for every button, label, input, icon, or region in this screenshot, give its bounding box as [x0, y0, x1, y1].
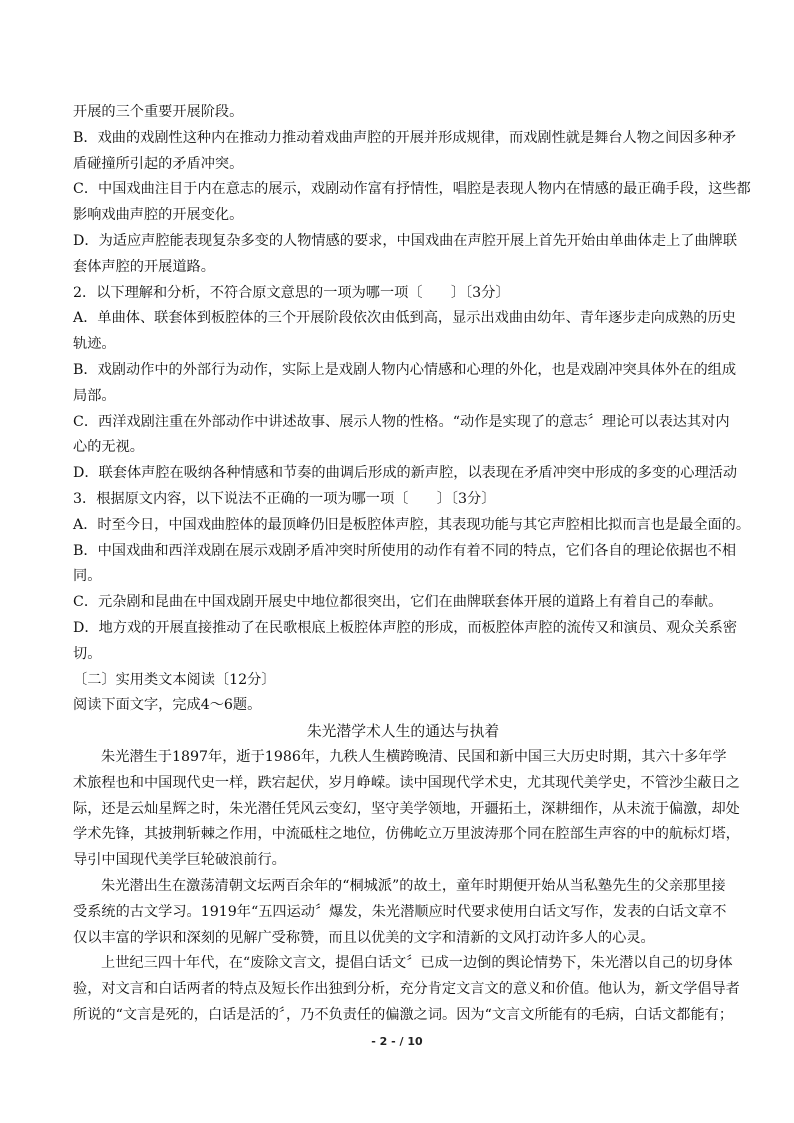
text-line: B．戏剧动作中的外部行为动作，实际上是戏剧人物内心情感和心理的外化，也是戏剧冲突具体外在的组成: [73, 361, 737, 378]
text-line: B．中国戏曲和西洋戏剧在展示戏剧矛盾冲突时所使用的动作有着不同的特点，它们各自的理论依据也不相: [73, 542, 737, 559]
page-number: - 2 - / 10: [371, 1035, 423, 1048]
text-line: 仅以丰富的学识和深刻的见解广受称赞，而且以优美的文字和清新的文风打动许多人的心灵。: [73, 929, 655, 946]
text-line: 影响戏曲声腔的开展变化。: [73, 207, 244, 224]
text-line: C．中国戏曲注目于内在意志的展示，戏剧动作富有抒情性，唱腔是表现人物内在情感的最正确手段，这些都: [73, 181, 751, 198]
text-line: D．地方戏的开展直接推动了在民歌根底上板腔体声腔的形成，而板腔体声腔的流传又和演员、观众关系密: [73, 619, 738, 636]
text-line: 所说的“文言是死的，白话是活的〞，乃不负责任的偏激之词。因为“文言文所能有的毛病，白话文都能有；: [73, 1006, 734, 1023]
text-line: 阅读下面文字，完成4～6题。: [73, 697, 262, 714]
text-line: 受系统的古文学习。1919年“五四运动〞爆发，朱光潜顺应时代要求使用白话文写作，发表的白话文章不: [73, 903, 727, 920]
text-line: 朱光潜出生在激荡清朝文坛两百余年的“桐城派”的故土，童年时期便开始从当私塾先生的父亲那里接: [101, 877, 726, 894]
text-line: 〔二〕实用类文本阅读〔12分〕: [73, 671, 276, 688]
text-line: 盾碰撞所引起的矛盾冲突。: [73, 155, 244, 172]
text-line: 切。: [73, 645, 102, 662]
text-line: 学术先锋，其披荆斩棘之作用，中流砥柱之地位，仿佛屹立万里波涛那个同在腔部生声容的中的航标灯塔，: [73, 826, 740, 843]
article-body: [73, 745, 740, 1029]
text-line: 3．根据原文内容，以下说法不正确的一项为哪一项〔 〕〔3分〕: [73, 490, 496, 507]
text-line: B．戏曲的戏剧性这种内在推动力推动着戏曲声腔的开展并形成规律，而戏剧性就是舞台人物之间因多种矛: [73, 129, 737, 146]
text-line: 局部。: [73, 387, 116, 404]
text-line: 导引中国现代美学巨轮破浪前行。: [73, 852, 286, 869]
text-line: 开展的三个重要开展阶段。: [73, 104, 244, 120]
article-title: 朱光潜学术人生的通达与执着: [306, 723, 500, 741]
text-line: C．西洋戏剧注重在外部动作中讲述故事、展示人物的性格。“动作是实现了的意志〞理论可以表达其对内: [73, 413, 730, 430]
text-line: C．元杂剧和昆曲在中国戏剧开展史中地位都很突出，它们在曲牌联套体开展的道路上有着自己的奉献。: [73, 594, 723, 611]
text-line: 验，对文言和白话两者的特点及短长作出独到分析，充分肯定文言文的意义和价值。他认为，新文学倡导者: [73, 981, 740, 998]
question-section: [73, 100, 751, 719]
text-line: 2．以下理解和分析，不符合原文意思的一项为哪一项〔 〕〔3分〕: [73, 284, 510, 301]
text-line: A．时至今日，中国戏曲腔体的最顶峰仍旧是板腔体声腔，其表现功能与其它声腔相比拟而言也是最全面的。: [73, 516, 751, 533]
text-line: 轨迹。: [73, 336, 116, 353]
text-line: 心的无视。: [73, 439, 144, 456]
text-line: D．联套体声腔在吸纳各种情感和节奏的曲调后形成的新声腔，以表现在矛盾冲突中形成的多变的心理活动: [73, 465, 738, 482]
text-line: 上世纪三四十年代，在“废除文言文，提倡白话文〞已成一边倒的舆论情势下，朱光潜以自己的切身体: [101, 955, 733, 972]
text-line: 朱光潜生于1897年，逝于1986年，九秩人生横跨晚清、民国和新中国三大历史时期，其六十多年学: [101, 748, 727, 765]
text-line: 际，还是云灿星辉之时，朱光潜任凭风云变幻，坚守美学领地，开疆拓土，深耕细作，从未流于偏激，却处: [73, 800, 740, 817]
text-line: A．单曲体、联套体到板腔体的三个开展阶段依次由低到高，显示出戏曲由幼年、青年逐步走向成熟的历史: [73, 310, 736, 327]
text-line: 套体声腔的开展道路。: [73, 258, 215, 275]
text-line: D．为适应声腔能表现复杂多变的人物情感的要求，中国戏曲在声腔开展上首先开始由单曲体走上了曲牌联: [73, 232, 738, 249]
page-content: [73, 100, 751, 1029]
text-line: 术旅程也和中国现代史一样，跌宕起伏，岁月峥嵘。读中国现代学术史，尤其现代美学史，不管沙尘蔽日之: [73, 774, 740, 791]
text-line: 同。: [73, 568, 102, 585]
